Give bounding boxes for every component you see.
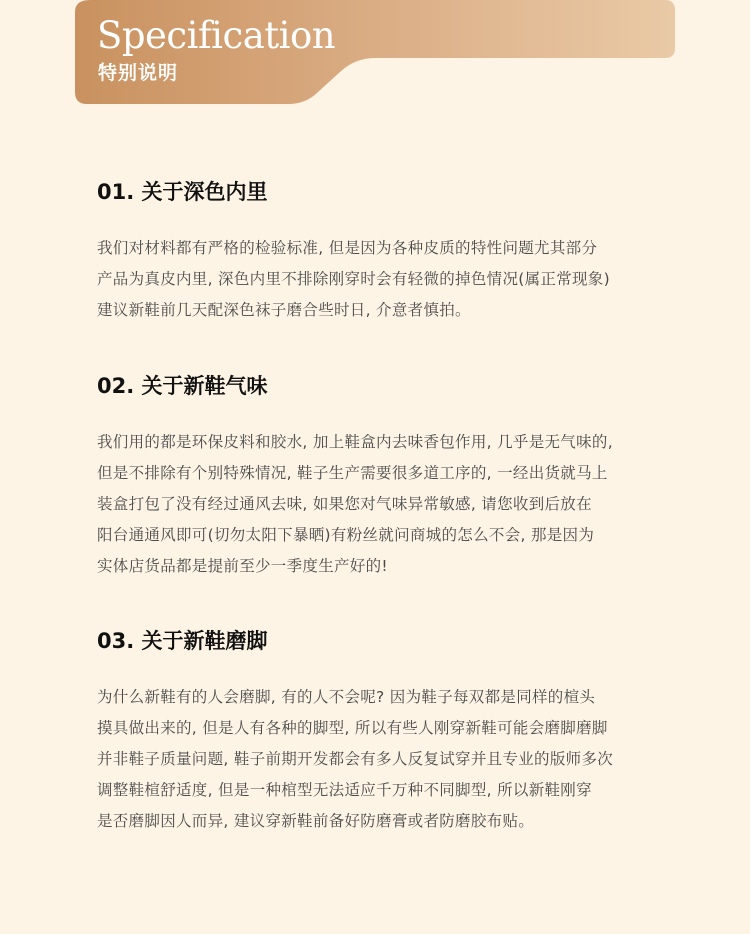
body-line: 装盒打包了没有经过通风去味, 如果您对气味异常敏感, 请您收到后放在 [97, 495, 592, 513]
body-line: 我们用的都是环保皮料和胶水, 加上鞋盒内去味香包作用, 几乎是无气味的, [97, 433, 613, 451]
body-line: 实体店货品都是提前至少一季度生产好的! [97, 557, 388, 575]
body-line: 并非鞋子质量问题, 鞋子前期开发都会有多人反复试穿并且专业的版师多次 [97, 750, 614, 768]
section-body [97, 682, 677, 837]
page-subtitle: 特别说明 [98, 62, 179, 84]
body-line: 但是不排除有个别特殊情况, 鞋子生产需要很多道工序的, 一经出货就马上 [97, 464, 608, 482]
section-title: 01. 关于深色内里 [97, 180, 268, 204]
page-title: Specification [97, 14, 336, 57]
body-line: 产品为真皮内里, 深色内里不排除刚穿时会有轻微的掉色情况(属正常现象) [97, 270, 610, 288]
section-dark-lining [97, 177, 677, 326]
section-title: 03. 关于新鞋磨脚 [97, 629, 268, 653]
section-new-shoe-rubbing [97, 626, 677, 837]
body-line: 我们对材料都有严格的检验标准, 但是因为各种皮质的特性问题尤其部分 [97, 239, 598, 257]
section-new-shoe-odor [97, 371, 677, 582]
body-line: 建议新鞋前几天配深色袜子磨合些时日, 介意者慎拍。 [97, 301, 471, 319]
body-line: 调整鞋楦舒适度, 但是一种棺型无法适应千万种不同脚型, 所以新鞋刚穿 [97, 781, 592, 799]
section-body [97, 427, 677, 582]
section-title: 02. 关于新鞋气味 [97, 374, 268, 398]
header-banner [0, 0, 750, 140]
section-body [97, 233, 677, 326]
body-line: 是否磨脚因人而异, 建议穿新鞋前备好防磨膏或者防磨胶布贴。 [97, 812, 535, 830]
body-line: 阳台通通风即可(切勿太阳下暴晒)有粉丝就问商城的怎么不会, 那是因为 [97, 526, 595, 544]
body-line: 摸具做出来的, 但是人有各种的脚型, 所以有些人刚穿新鞋可能会磨脚磨脚 [97, 719, 608, 737]
body-line: 为什么新鞋有的人会磨脚, 有的人不会呢? 因为鞋子每双都是同样的楦头 [97, 688, 596, 706]
